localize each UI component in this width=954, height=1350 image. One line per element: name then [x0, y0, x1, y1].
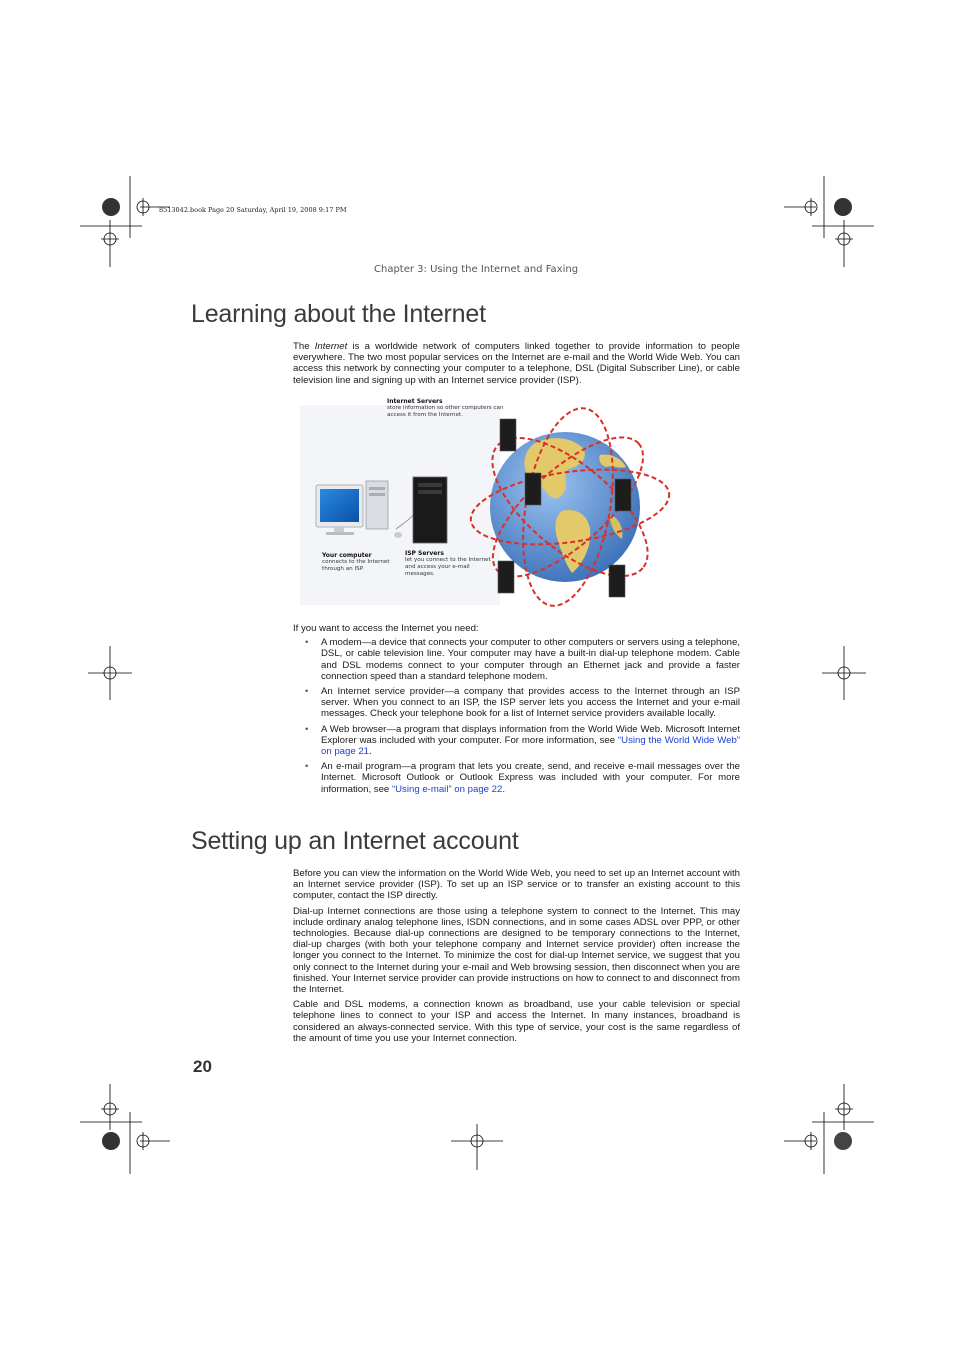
list-item-text: An Internet service provider—a company that provides access to the Internet through an ISP server. When you connect to an ISP, the ISP server lets you access the Internet and your e-mail messages. Check your telephone book for a list of Internet service providers available locally.: [321, 686, 740, 720]
link-using-web[interactable]: “Using the World Wide Web” on page 21: [321, 734, 740, 758]
intro-pre: The: [293, 341, 315, 352]
requirements-intro: If you want to access the Internet you need:: [293, 623, 479, 634]
page-number: 20: [193, 1057, 212, 1076]
caption-internet-servers-title: Internet Servers: [387, 398, 443, 405]
list-item-tail: .: [502, 783, 505, 795]
bullet-icon: •: [305, 637, 309, 649]
intro-term: Internet: [314, 341, 348, 352]
bullet-icon: •: [305, 723, 309, 735]
caption-your-computer-text: connects to the Internet through an ISP.: [322, 559, 390, 572]
requirements-block: [293, 623, 740, 799]
caption-your-computer: [322, 552, 398, 573]
caption-isp-servers: [405, 550, 493, 578]
caption-internet-servers-text: store information so other computers can access it from the Internet.: [387, 405, 504, 418]
chapter-header: Chapter 3: Using the Internet and Faxing: [374, 264, 579, 275]
account-paragraph-1: Before you can view the information on the World Wide Web, you need to set up an Internet account with an Internet service provider (ISP). To set up an ISP service or to transfer an existing account to this computer, contact the ISP directly.: [293, 868, 740, 902]
list-item: [293, 761, 740, 795]
list-item: [293, 686, 740, 720]
section-title-learning: Learning about the Internet: [191, 300, 486, 328]
caption-your-computer-title: Your computer: [322, 552, 372, 559]
intro-paragraph: [293, 341, 740, 390]
caption-isp-servers-text: let you connect to the Internet and access your e-mail messages.: [405, 557, 491, 577]
requirements-list: [293, 637, 740, 795]
link-using-email[interactable]: “Using e-mail” on page 22: [391, 783, 503, 795]
list-item-text: A modem—a device that connects your computer to other computers or servers using a telephone, DSL, or cable television line. Your computer may have a built-in dial-up telephone modem. Cable and DSL modems connect to your computer through an Ethernet jack and provide a faster connection speed than a standard telephone modem.: [321, 637, 740, 682]
list-item: [293, 637, 740, 682]
account-section-body: [293, 868, 740, 1048]
caption-internet-servers: [387, 398, 517, 419]
account-paragraph-3: Cable and DSL modems, a connection known as broadband, use your cable television or special telephone lines to connect to your ISP and access the Internet. In many instances, broadband is considered an always-connected service. With this type of service, your cost is the same regardless of the amount of time you use your Internet connection.: [293, 999, 740, 1044]
internet-diagram: [300, 395, 672, 610]
list-item-tail: .: [369, 746, 372, 758]
list-item: [293, 724, 740, 758]
intro-post: is a worldwide network of computers linked together to provide information to people everywhere. The two most popular services on the Internet are e-mail and the World Wide Web. You can access this network by connecting your computer to a telephone, DSL (Digital Subscriber Line), or cable television line and signing up with an Internet service provider (ISP).: [293, 341, 740, 386]
section-title-setting-up: Setting up an Internet account: [191, 827, 519, 855]
bullet-icon: •: [305, 761, 309, 773]
caption-isp-servers-title: ISP Servers: [405, 550, 444, 557]
print-slug: 8513042.book Page 20 Saturday, April 19, 2008 9:17 PM: [159, 206, 347, 214]
list-item-text: An e-mail program—a program that lets you create, send, and receive e-mail messages over the Internet. Microsoft Outlook or Outlook Express was included with your computer. For more information, see: [321, 761, 740, 795]
list-item-text: A Web browser—a program that displays information from the World Wide Web. Microsoft Internet Explorer was included with your computer. For more information, see: [321, 723, 740, 746]
isp-server-icon: [413, 477, 447, 543]
bullet-icon: •: [305, 686, 309, 698]
account-paragraph-2: Dial-up Internet connections are those using a telephone system to connect to the Internet. This may include ordinary analog telephone lines, ISDN connections, and in some cases ADSL over PPP, or other technologies. Because dial-up connections are designed to be temporary connections to the Internet, dial-up charges (with both your telephone company and Internet service provider) often increase the longer you connect to the Internet. To minimize the cost for dial-up Internet service, we suggest that you only connect to the Internet during your e-mail and Web browsing session, then disconnect when you are finished. Your Internet service provider can provide instructions on how to connect to and disconnect from the Internet.: [293, 905, 740, 996]
